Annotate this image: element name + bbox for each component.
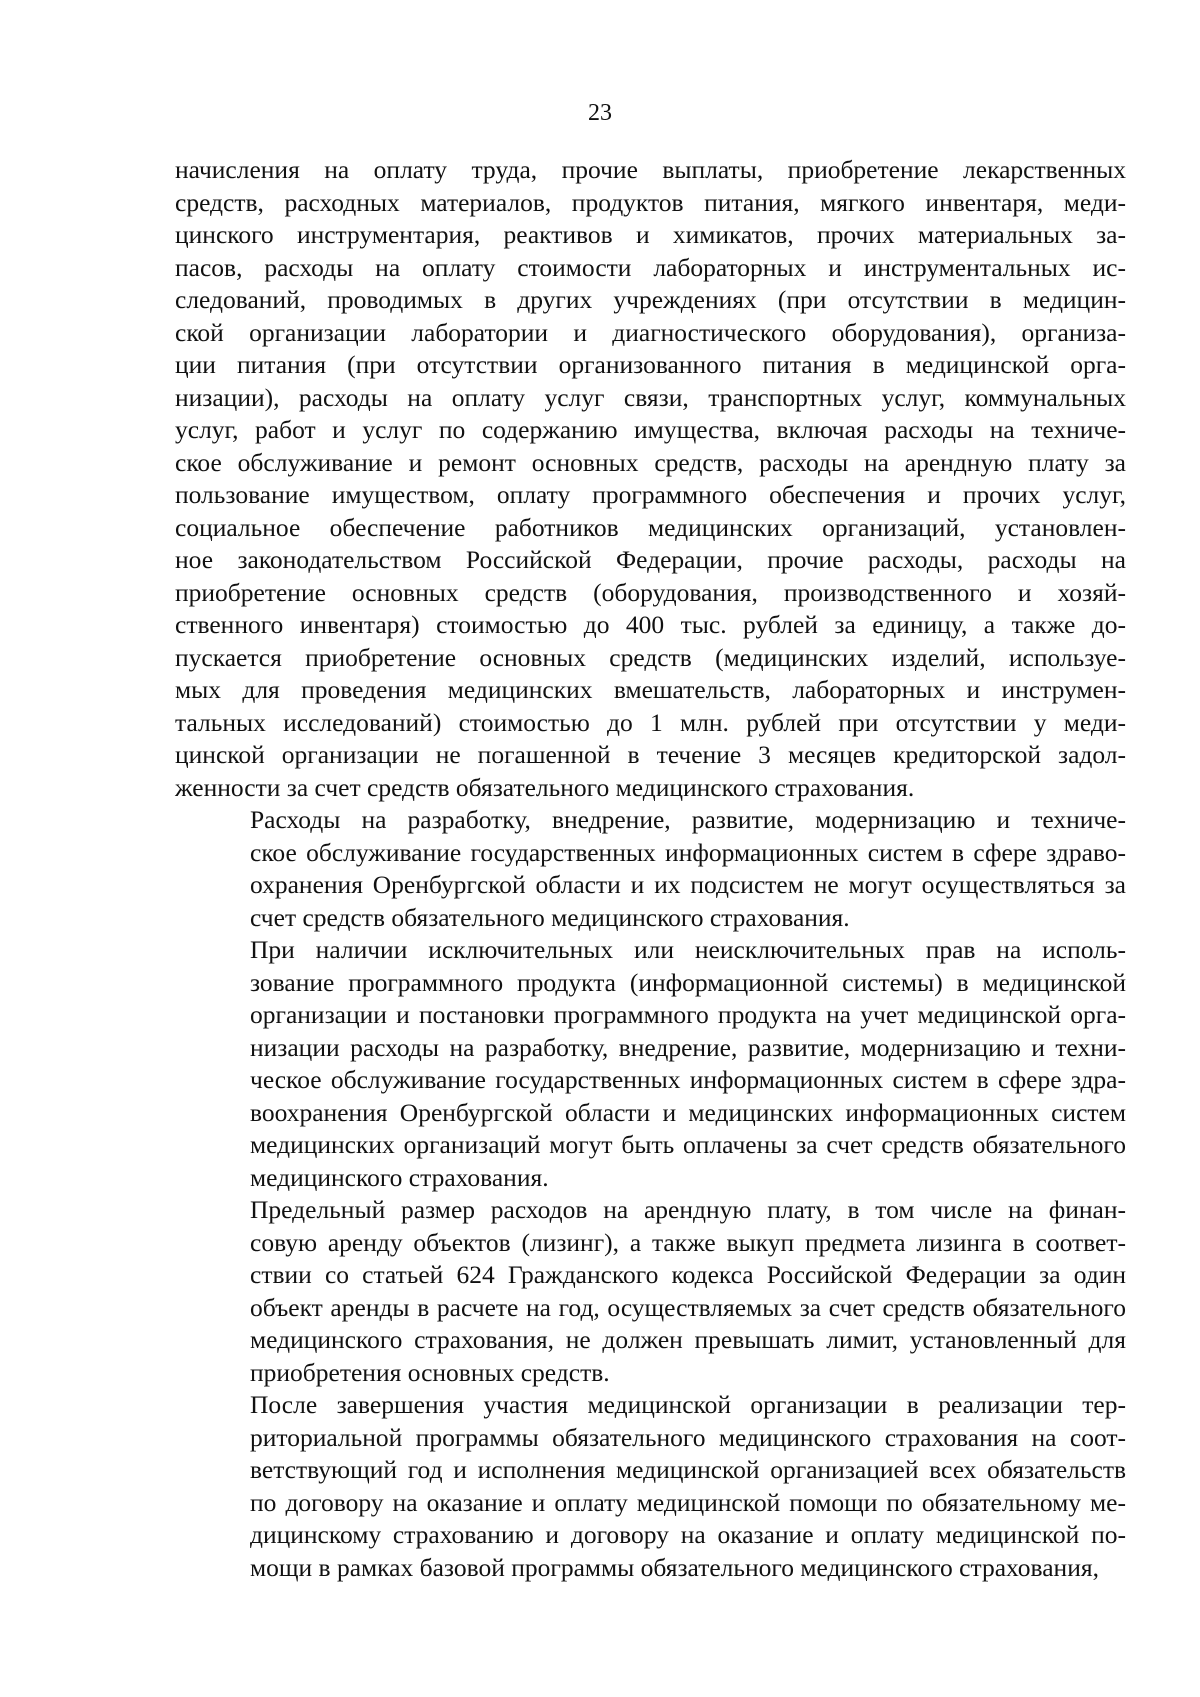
text-line: тальных исследований) стоимостью до 1 млн. рублей при отсутствии у меди-	[175, 707, 1126, 737]
text-line: объект аренды в расчете на год, осуществляемых за счет средств обязательного	[250, 1292, 1126, 1322]
text-line: низации расходы на разработку, внедрение, развитие, модернизацию и техни-	[250, 1032, 1126, 1062]
text-line: начисления на оплату труда, прочие выплаты, приобретение лекарственных	[175, 155, 1126, 184]
text-line: женности за счет средств обязательного медицинского страхования.	[175, 772, 915, 802]
text-line: пасов, расходы на оплату стоимости лабораторных и инструментальных ис-	[175, 252, 1126, 282]
text-line: Предельный размер расходов на арендную плату, в том числе на финан-	[250, 1195, 1126, 1224]
text-line: ции питания (при отсутствии организованного питания в медицинской орга-	[175, 350, 1126, 379]
text-line: совую аренду объектов (лизинг), а также выкуп предмета лизинга в соответ-	[250, 1227, 1126, 1257]
text-line: ческое обслуживание государственных информационных систем в сфере здра-	[250, 1065, 1126, 1094]
text-line: Расходы на разработку, внедрение, развитие, модернизацию и техниче-	[250, 805, 1126, 834]
text-line: дицинскому страхованию и договору на оказание и оплату медицинской по-	[250, 1520, 1126, 1549]
text-line: ственного инвентаря) стоимостью до 400 тыс. рублей за единицу, а также до-	[175, 610, 1126, 639]
text-line: организации и постановки программного продукта на учет медицинской орга-	[250, 1000, 1126, 1029]
text-line: ское обслуживание и ремонт основных средств, расходы на арендную плату за	[175, 447, 1126, 477]
paragraph	[175, 1194, 1126, 1389]
text-line: ской организации лаборатории и диагностического оборудования), организа-	[175, 317, 1126, 347]
text-line: воохранения Оренбургской области и медицинских информационных систем	[250, 1097, 1126, 1127]
text-line: мощи в рамках базовой программы обязательного медицинского страхования,	[250, 1552, 1099, 1582]
text-line: средств, расходных материалов, продуктов питания, мягкого инвентаря, меди-	[175, 187, 1126, 217]
text-line: пользование имуществом, оплату программного обеспечения и прочих услуг,	[175, 480, 1126, 509]
document-body	[175, 154, 1126, 1584]
text-line: приобретение основных средств (оборудования, производственного и хозяй-	[175, 577, 1126, 607]
text-line: ветствующий год и исполнения медицинской организацией всех обязательств	[250, 1455, 1126, 1484]
text-line: охранения Оренбургской области и их подсистем не могут осуществляться за	[250, 870, 1126, 899]
text-line: медицинского страхования, не должен превышать лимит, установленный для	[250, 1325, 1126, 1354]
text-line: цинской организации не погашенной в течение 3 месяцев кредиторской задол-	[175, 740, 1126, 769]
text-line: медицинских организаций могут быть оплачены за счет средств обязательного	[250, 1130, 1126, 1159]
paragraph	[175, 804, 1126, 934]
text-line: социальное обеспечение работников медицинских организаций, установлен-	[175, 512, 1126, 542]
paragraph	[175, 154, 1126, 804]
paragraph	[175, 1389, 1126, 1584]
text-line: следований, проводимых в других учреждениях (при отсутствии в медицин-	[175, 285, 1126, 314]
text-line: зование программного продукта (информационной системы) в медицинской	[250, 967, 1126, 997]
text-line: ское обслуживание государственных информационных систем в сфере здраво-	[250, 837, 1126, 867]
text-line: по договору на оказание и оплату медицинской помощи по обязательному ме-	[250, 1487, 1126, 1517]
page-number: 23	[588, 100, 612, 126]
text-line: цинского инструментария, реактивов и химикатов, прочих материальных за-	[175, 220, 1126, 249]
text-line: счет средств обязательного медицинского страхования.	[250, 902, 850, 932]
text-line: ствии со статьей 624 Гражданского кодекса Российской Федерации за один	[250, 1260, 1126, 1289]
text-line: риториальной программы обязательного медицинского страхования на соот-	[250, 1422, 1126, 1452]
text-line: приобретения основных средств.	[250, 1357, 610, 1387]
text-line: низации), расходы на оплату услуг связи, транспортных услуг, коммунальных	[175, 382, 1126, 412]
text-line: пускается приобретение основных средств (медицинских изделий, используе-	[175, 642, 1126, 672]
paragraph	[175, 934, 1126, 1194]
text-line: медицинского страхования.	[250, 1162, 549, 1192]
text-line: При наличии исключительных или неисключительных прав на исполь-	[250, 935, 1126, 964]
text-line: После завершения участия медицинской организации в реализации тер-	[250, 1390, 1126, 1419]
text-line: услуг, работ и услуг по содержанию имущества, включая расходы на техниче-	[175, 415, 1126, 444]
text-line: мых для проведения медицинских вмешательств, лабораторных и инструмен-	[175, 675, 1126, 704]
text-line: ное законодательством Российской Федерации, прочие расходы, расходы на	[175, 545, 1126, 574]
